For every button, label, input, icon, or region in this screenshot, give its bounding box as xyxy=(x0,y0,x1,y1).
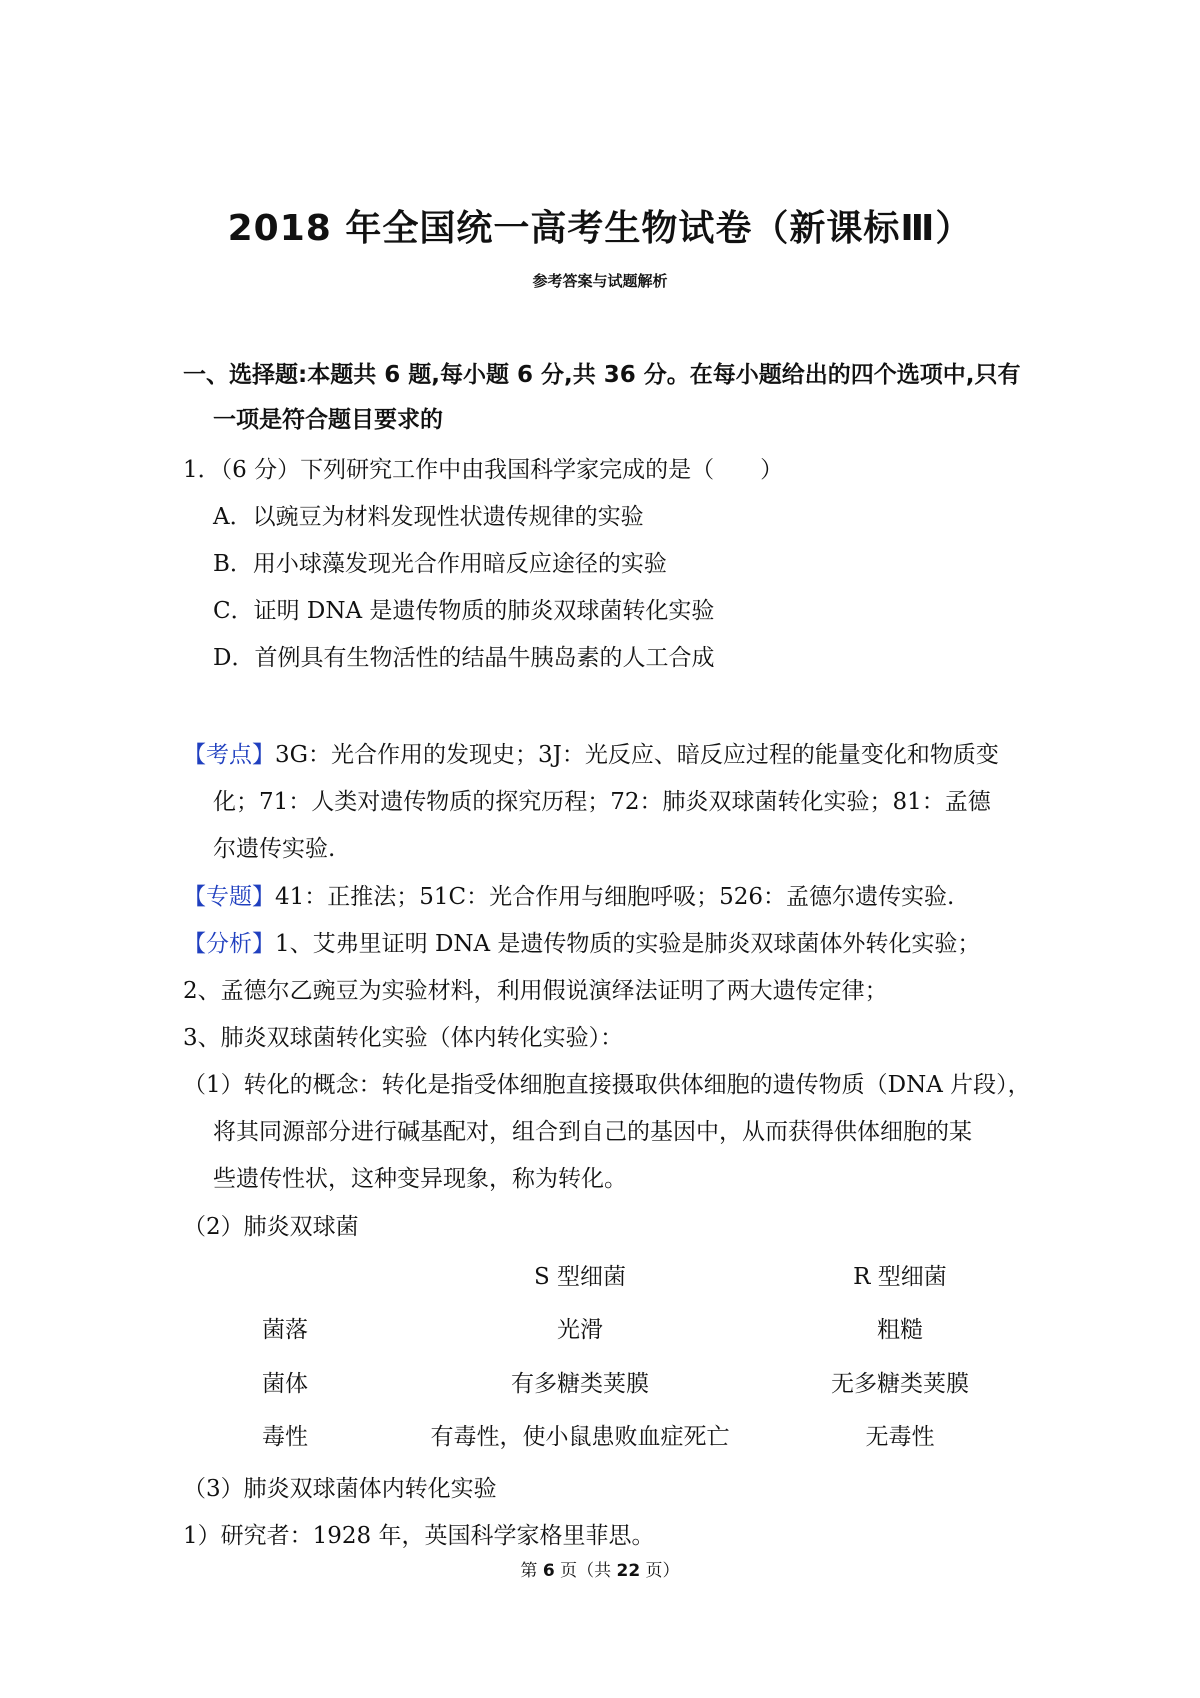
kaodian-line2: 化；71：人类对遗传物质的探究历程；72：肺炎双球菌转化实验；81：孟德 xyxy=(213,789,991,815)
table-header-s: S 型细菌 xyxy=(533,1264,627,1290)
table-cell: 有毒性，使小鼠患败血症死亡 xyxy=(430,1424,730,1450)
fenxi-line7: （2）肺炎双球菌 xyxy=(183,1214,359,1240)
footer-total-pages: 22 xyxy=(616,1561,641,1581)
table-row-label: 菌落 xyxy=(262,1317,308,1343)
zhuanti-line xyxy=(183,882,954,912)
table-cell: 光滑 xyxy=(557,1317,603,1343)
kaodian-line1 xyxy=(183,740,999,770)
fenxi-line6: 些遗传性状，这种变异现象，称为转化。 xyxy=(213,1166,627,1192)
table-row-label: 毒性 xyxy=(262,1424,308,1450)
footer-middle: 页（共 xyxy=(554,1561,617,1581)
fenxi-line3: 3、肺炎双球菌转化实验（体内转化实验）： xyxy=(183,1025,624,1051)
option-a: A．以豌豆为材料发现性状遗传规律的实验 xyxy=(213,504,644,530)
table-row-label: 菌体 xyxy=(262,1371,308,1397)
page-title: 2018 年全国统一高考生物试卷（新课标Ⅲ） xyxy=(227,208,973,249)
footer-suffix: 页） xyxy=(640,1561,680,1581)
zhuanti-tag: 【专题】 xyxy=(183,884,275,910)
fenxi-line1 xyxy=(183,929,980,959)
option-c: C．证明 DNA 是遗传物质的肺炎双球菌转化实验 xyxy=(213,598,715,624)
option-d: D．首例具有生物活性的结晶牛胰岛素的人工合成 xyxy=(213,645,715,671)
table-cell: 粗糙 xyxy=(877,1317,923,1343)
zhuanti-text: 41：正推法；51C：光合作用与细胞呼吸；526：孟德尔遗传实验. xyxy=(275,884,955,910)
after-line1: （3）肺炎双球菌体内转化实验 xyxy=(183,1476,497,1502)
kaodian-tag: 【考点】 xyxy=(183,742,275,768)
option-b: B．用小球藻发现光合作用暗反应途径的实验 xyxy=(213,551,667,577)
fenxi-tag: 【分析】 xyxy=(183,931,275,957)
section-heading-line1: 一、选择题:本题共 6 题,每小题 6 分,共 36 分。在每小题给出的四个选项中,只有 xyxy=(183,362,1021,388)
after-line2: 1）研究者：1928 年，英国科学家格里菲思。 xyxy=(183,1523,655,1549)
question-stem: 1．（6 分）下列研究工作中由我国科学家完成的是（ ） xyxy=(183,457,784,483)
table-cell: 无多糖类荚膜 xyxy=(831,1371,969,1397)
fenxi-line5: 将其同源部分进行碱基配对，组合到自己的基因中，从而获得供体细胞的某 xyxy=(213,1119,972,1145)
footer-prefix: 第 xyxy=(520,1561,543,1581)
fenxi-text1: 1、艾弗里证明 DNA 是遗传物质的实验是肺炎双球菌体外转化实验； xyxy=(275,931,981,957)
fenxi-line4: （1）转化的概念：转化是指受体细胞直接摄取供体细胞的遗传物质（DNA 片段）， xyxy=(183,1072,1031,1098)
footer-page-number: 6 xyxy=(542,1561,555,1581)
kaodian-text1: 3G：光合作用的发现史；3J：光反应、暗反应过程的能量变化和物质变 xyxy=(275,742,999,768)
table-cell: 无毒性 xyxy=(865,1424,935,1450)
table-header-r: R 型细菌 xyxy=(853,1264,947,1290)
page-footer xyxy=(0,1556,1200,1581)
page-subtitle: 参考答案与试题解析 xyxy=(532,272,668,290)
fenxi-line2: 2、孟德尔乙豌豆为实验材料，利用假说演绎法证明了两大遗传定律； xyxy=(183,978,888,1004)
table-cell: 有多糖类荚膜 xyxy=(511,1371,649,1397)
kaodian-line3: 尔遗传实验. xyxy=(213,836,336,862)
section-heading-line2: 一项是符合题目要求的 xyxy=(213,407,443,433)
